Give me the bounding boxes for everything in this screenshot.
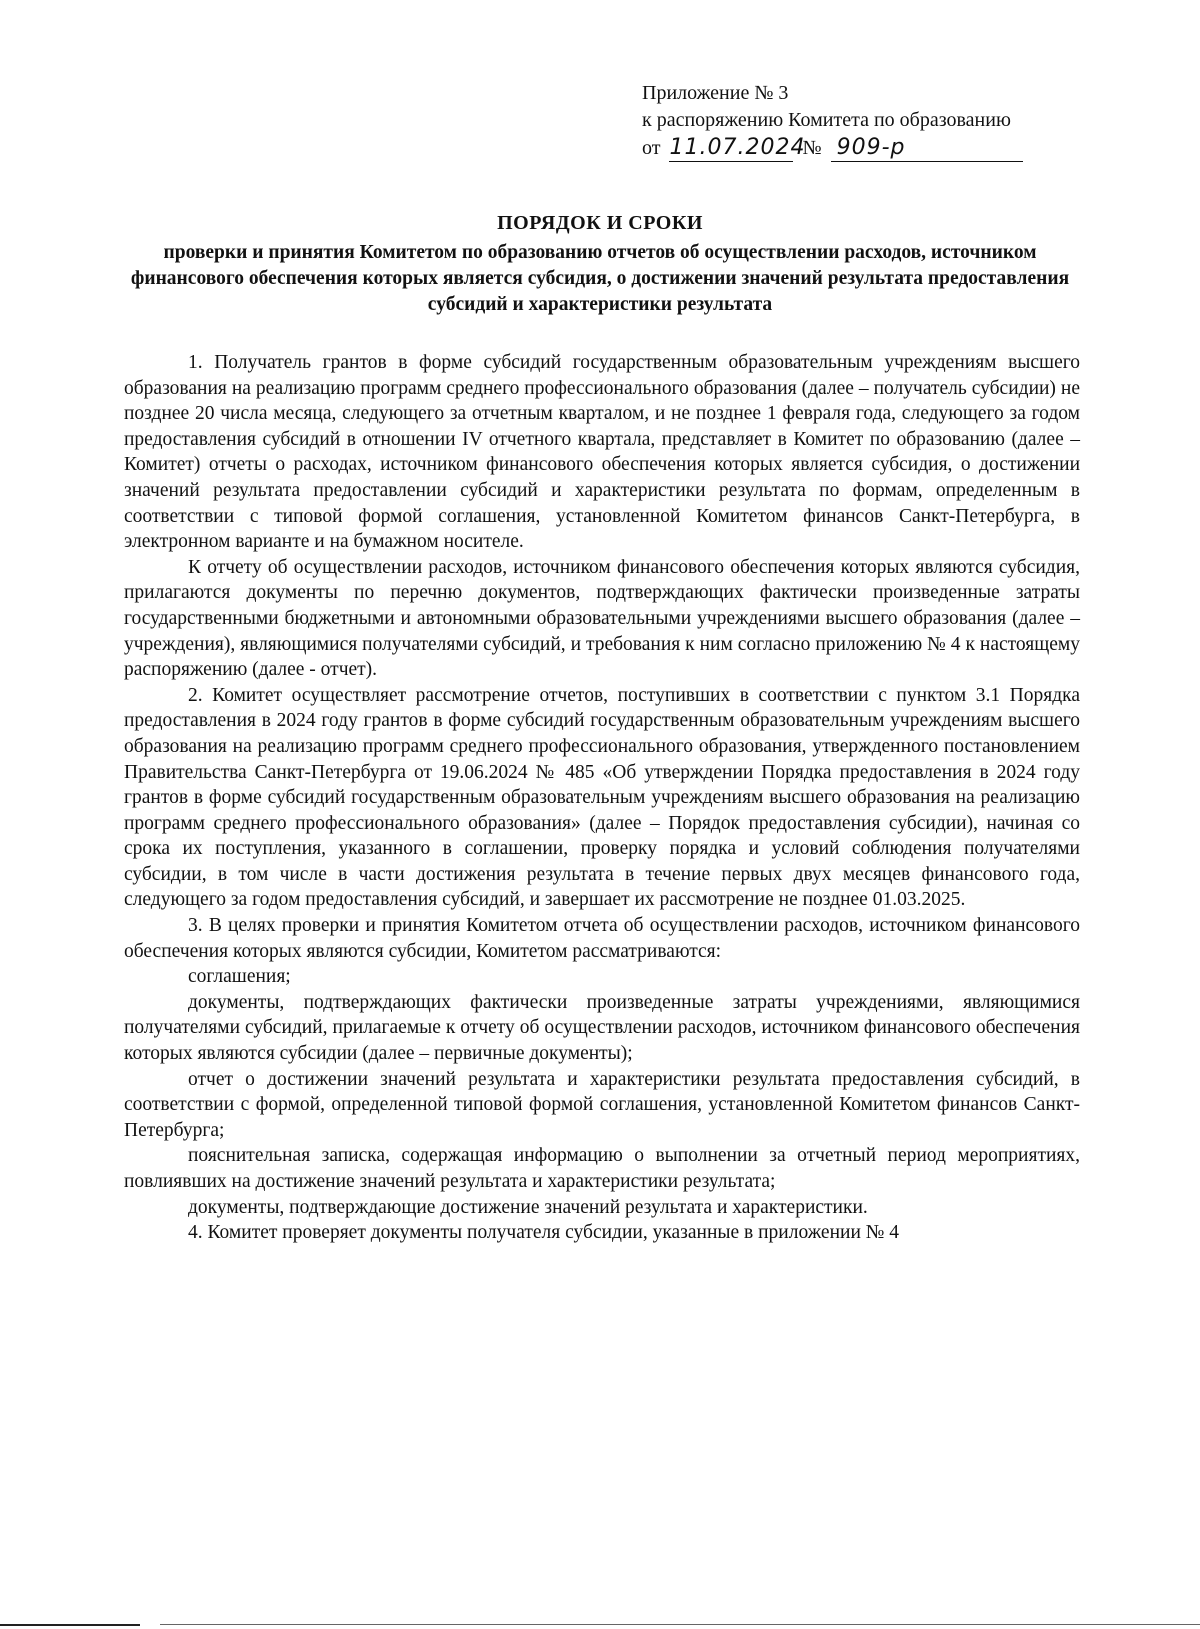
paragraph-2: 2. Комитет осуществляет рассмотрение отчетов, поступивших в соответствии с пунктом 3.1 Порядка предоставления в 2024 году грантов в форме субсидий государственным образовательным учреждениям высшего образования на реализацию программ среднего профессионального образования, утвержденного постановлением Правительства Санкт-Петербурга от 19.06.2024 № 485 «Об утверждении Порядка предоставления в 2024 году грантов в форме субсидий государственным образовательным учреждениям высшего образования на реализацию программ среднего профессионального образования» (далее – Порядок предоставления субсидии), начиная со срока их поступления, указанного в соглашении, проверку порядка и условий соблюдения получателями субсидии, в том числе в части достижения результата в течение первых двух месяцев финансового года, следующего за годом предоставления субсидий, и завершает их рассмотрение не позднее 01.03.2025. <box>124 684 1080 911</box>
scan-edge-line <box>160 1624 1200 1625</box>
annex-number: Приложение № 3 <box>642 82 789 104</box>
list-item-results-report: отчет о достижении значений результата и характеристики результата предоставления субсидий, в соответствии с формой, определенной типовой формой соглашения, установленной Комитетом финансов Санкт-Петербурга; <box>124 1068 1080 1141</box>
list-item-confirming-documents: документы, подтверждающие достижение значений результата и характеристики. <box>188 1196 868 1218</box>
list-item-primary-documents: документы, подтверждающих фактически произведенные затраты учреждениями, являющимися получателями субсидий, прилагаемые к отчету об осуществлении расходов, источником финансового обеспечения которых являются субсидии (далее – первичные документы); <box>124 991 1080 1065</box>
annex-order-ref: к распоряжению Комитета по образованию <box>642 109 1011 131</box>
paragraph-3: 3. В целях проверки и принятия Комитетом отчета об осуществлении расходов, источником финансового обеспечения которых являются субсидии, Комитетом рассматриваются: <box>124 915 1080 962</box>
document-title: ПОРЯДОК И СРОКИ <box>497 212 703 234</box>
order-date: 11.07.2024 <box>669 135 806 160</box>
number-label: № <box>802 137 822 159</box>
from-label: от <box>642 137 661 159</box>
annex-date-line <box>642 134 1023 162</box>
paragraph-1-attachments: К отчету об осуществлении расходов, источником финансового обеспечения которых являются субсидия, прилагаются документы по перечню документов, подтверждающих фактически произведенные затраты государственными бюджетными и автономными образовательными учреждениями высшего образования (далее – учреждения), являющимися получателями субсидий, и требования к ним согласно приложению № 4 к настоящему распоряжению (далее - отчет). <box>124 556 1080 681</box>
list-item-explanatory-note: пояснительная записка, содержащая информацию о выполнении за отчетный период мероприятиях, повлиявших на достижение значений результата и характеристики результата; <box>124 1145 1080 1192</box>
paragraph-4: 4. Комитет проверяет документы получателя субсидии, указанные в приложении № 4 <box>188 1222 899 1244</box>
document-body <box>124 350 1080 1246</box>
paragraph-1: 1. Получатель грантов в форме субсидий государственным образовательным учреждениям высшего образования на реализацию программ среднего профессионального образования (далее – получатель субсидии) не позднее 20 числа месяца, следующего за отчетным кварталом, и не позднее 1 февраля года, следующего за годом предоставления субсидий в отношении IV отчетного квартала, представляет в Комитет по образованию (далее – Комитет) отчеты о расходах, источником финансового обеспечения которых является субсидия, о достижении значений результата предоставлении субсидий и характеристики результата по формам, определенным в соответствии с типовой формой соглашения, установленной Комитетом финансов Санкт-Петербурга, в электронном варианте и на бумажном носителе. <box>124 352 1080 553</box>
document-subtitle: проверки и принятия Комитетом по образованию отчетов об осуществлении расходов, источником финансового обеспечения которых является субсидия, о достижении значений результата предоставления субсидий и характеристики результата <box>130 242 1070 315</box>
scan-edge-mark <box>0 1624 140 1626</box>
annex-header <box>642 80 1023 162</box>
list-item-agreements: соглашения; <box>188 966 291 988</box>
order-number: 909-р <box>831 134 1023 162</box>
